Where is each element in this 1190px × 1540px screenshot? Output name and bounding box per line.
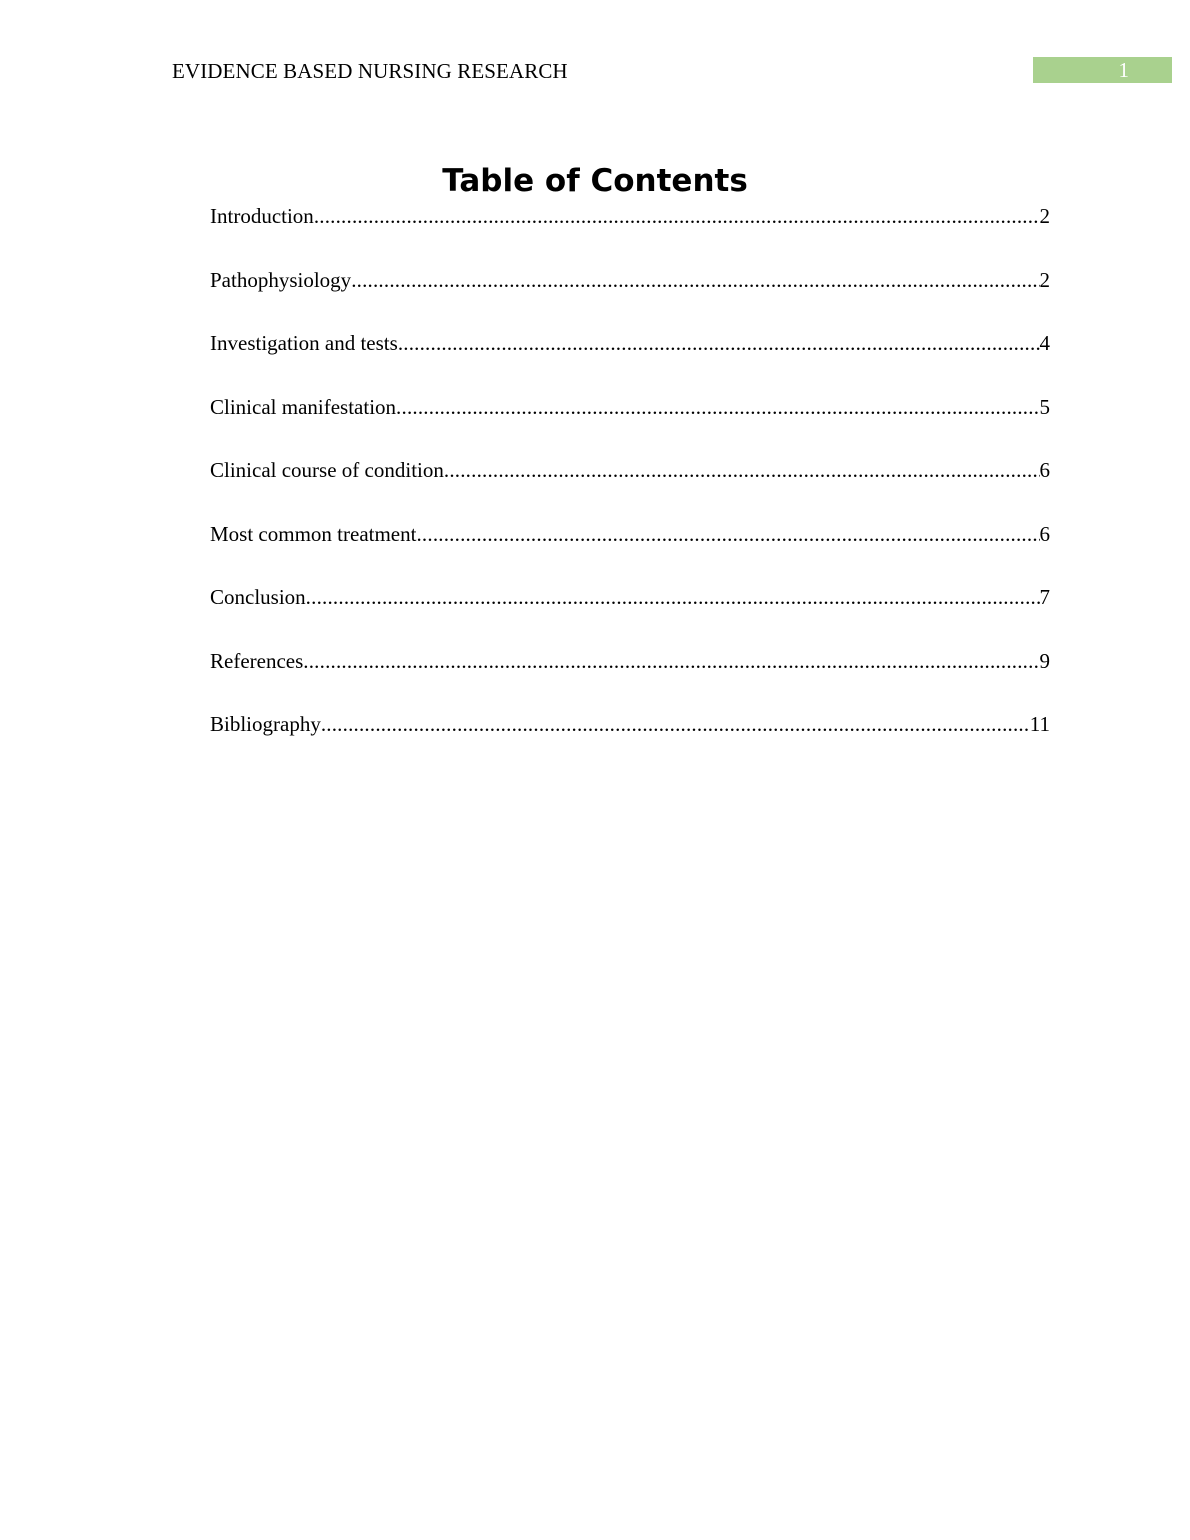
dot-leader [306, 582, 1040, 613]
toc-entry-page: 9 [1039, 648, 1050, 673]
toc-entry-label: Most common treatment [210, 521, 417, 546]
toc-entry-clinical-manifestation[interactable] [210, 392, 1050, 456]
toc-entry-page: 7 [1039, 585, 1050, 609]
dot-leader [396, 392, 1039, 423]
page-number-badge [1033, 57, 1172, 83]
toc-entry-label: Investigation and tests [210, 331, 398, 355]
table-of-contents [210, 201, 1050, 773]
toc-entry-introduction[interactable] [210, 201, 1050, 265]
toc-entry-label: Bibliography [210, 712, 321, 736]
toc-entry-clinical-course[interactable] [210, 455, 1050, 519]
running-head: EVIDENCE BASED NURSING RESEARCH [172, 59, 568, 83]
toc-entry-treatment[interactable] [210, 519, 1050, 583]
dot-leader [398, 328, 1040, 359]
toc-entry-bibliography[interactable] [210, 709, 1050, 773]
toc-entry-page: 2 [1039, 267, 1050, 292]
toc-entry-label: Pathophysiology [210, 267, 352, 292]
toc-entry-page: 5 [1039, 394, 1050, 419]
toc-entry-label: Clinical course of condition [210, 458, 444, 482]
dot-leader [444, 455, 1040, 486]
toc-entry-pathophysiology[interactable] [210, 265, 1050, 329]
toc-heading: Table of Contents [442, 163, 748, 199]
dot-leader [314, 201, 1040, 232]
toc-entry-page: 11 [1029, 712, 1050, 736]
toc-entry-page: 4 [1039, 331, 1050, 355]
page-header [172, 57, 1172, 85]
toc-entry-label: References [210, 648, 304, 673]
dot-leader [416, 519, 1039, 550]
toc-entry-page: 6 [1039, 458, 1050, 482]
toc-entry-page: 2 [1039, 204, 1050, 228]
toc-entry-conclusion[interactable] [210, 582, 1050, 646]
toc-entry-label: Introduction [210, 204, 314, 228]
toc-entry-label: Clinical manifestation [210, 394, 397, 419]
toc-entry-references[interactable] [210, 646, 1050, 710]
dot-leader [351, 265, 1039, 296]
toc-entry-investigation[interactable] [210, 328, 1050, 392]
toc-entry-page: 6 [1039, 521, 1050, 546]
page-number: 1 [1118, 58, 1129, 82]
dot-leader [303, 646, 1039, 677]
dot-leader [321, 709, 1030, 740]
toc-entry-label: Conclusion [210, 585, 306, 609]
